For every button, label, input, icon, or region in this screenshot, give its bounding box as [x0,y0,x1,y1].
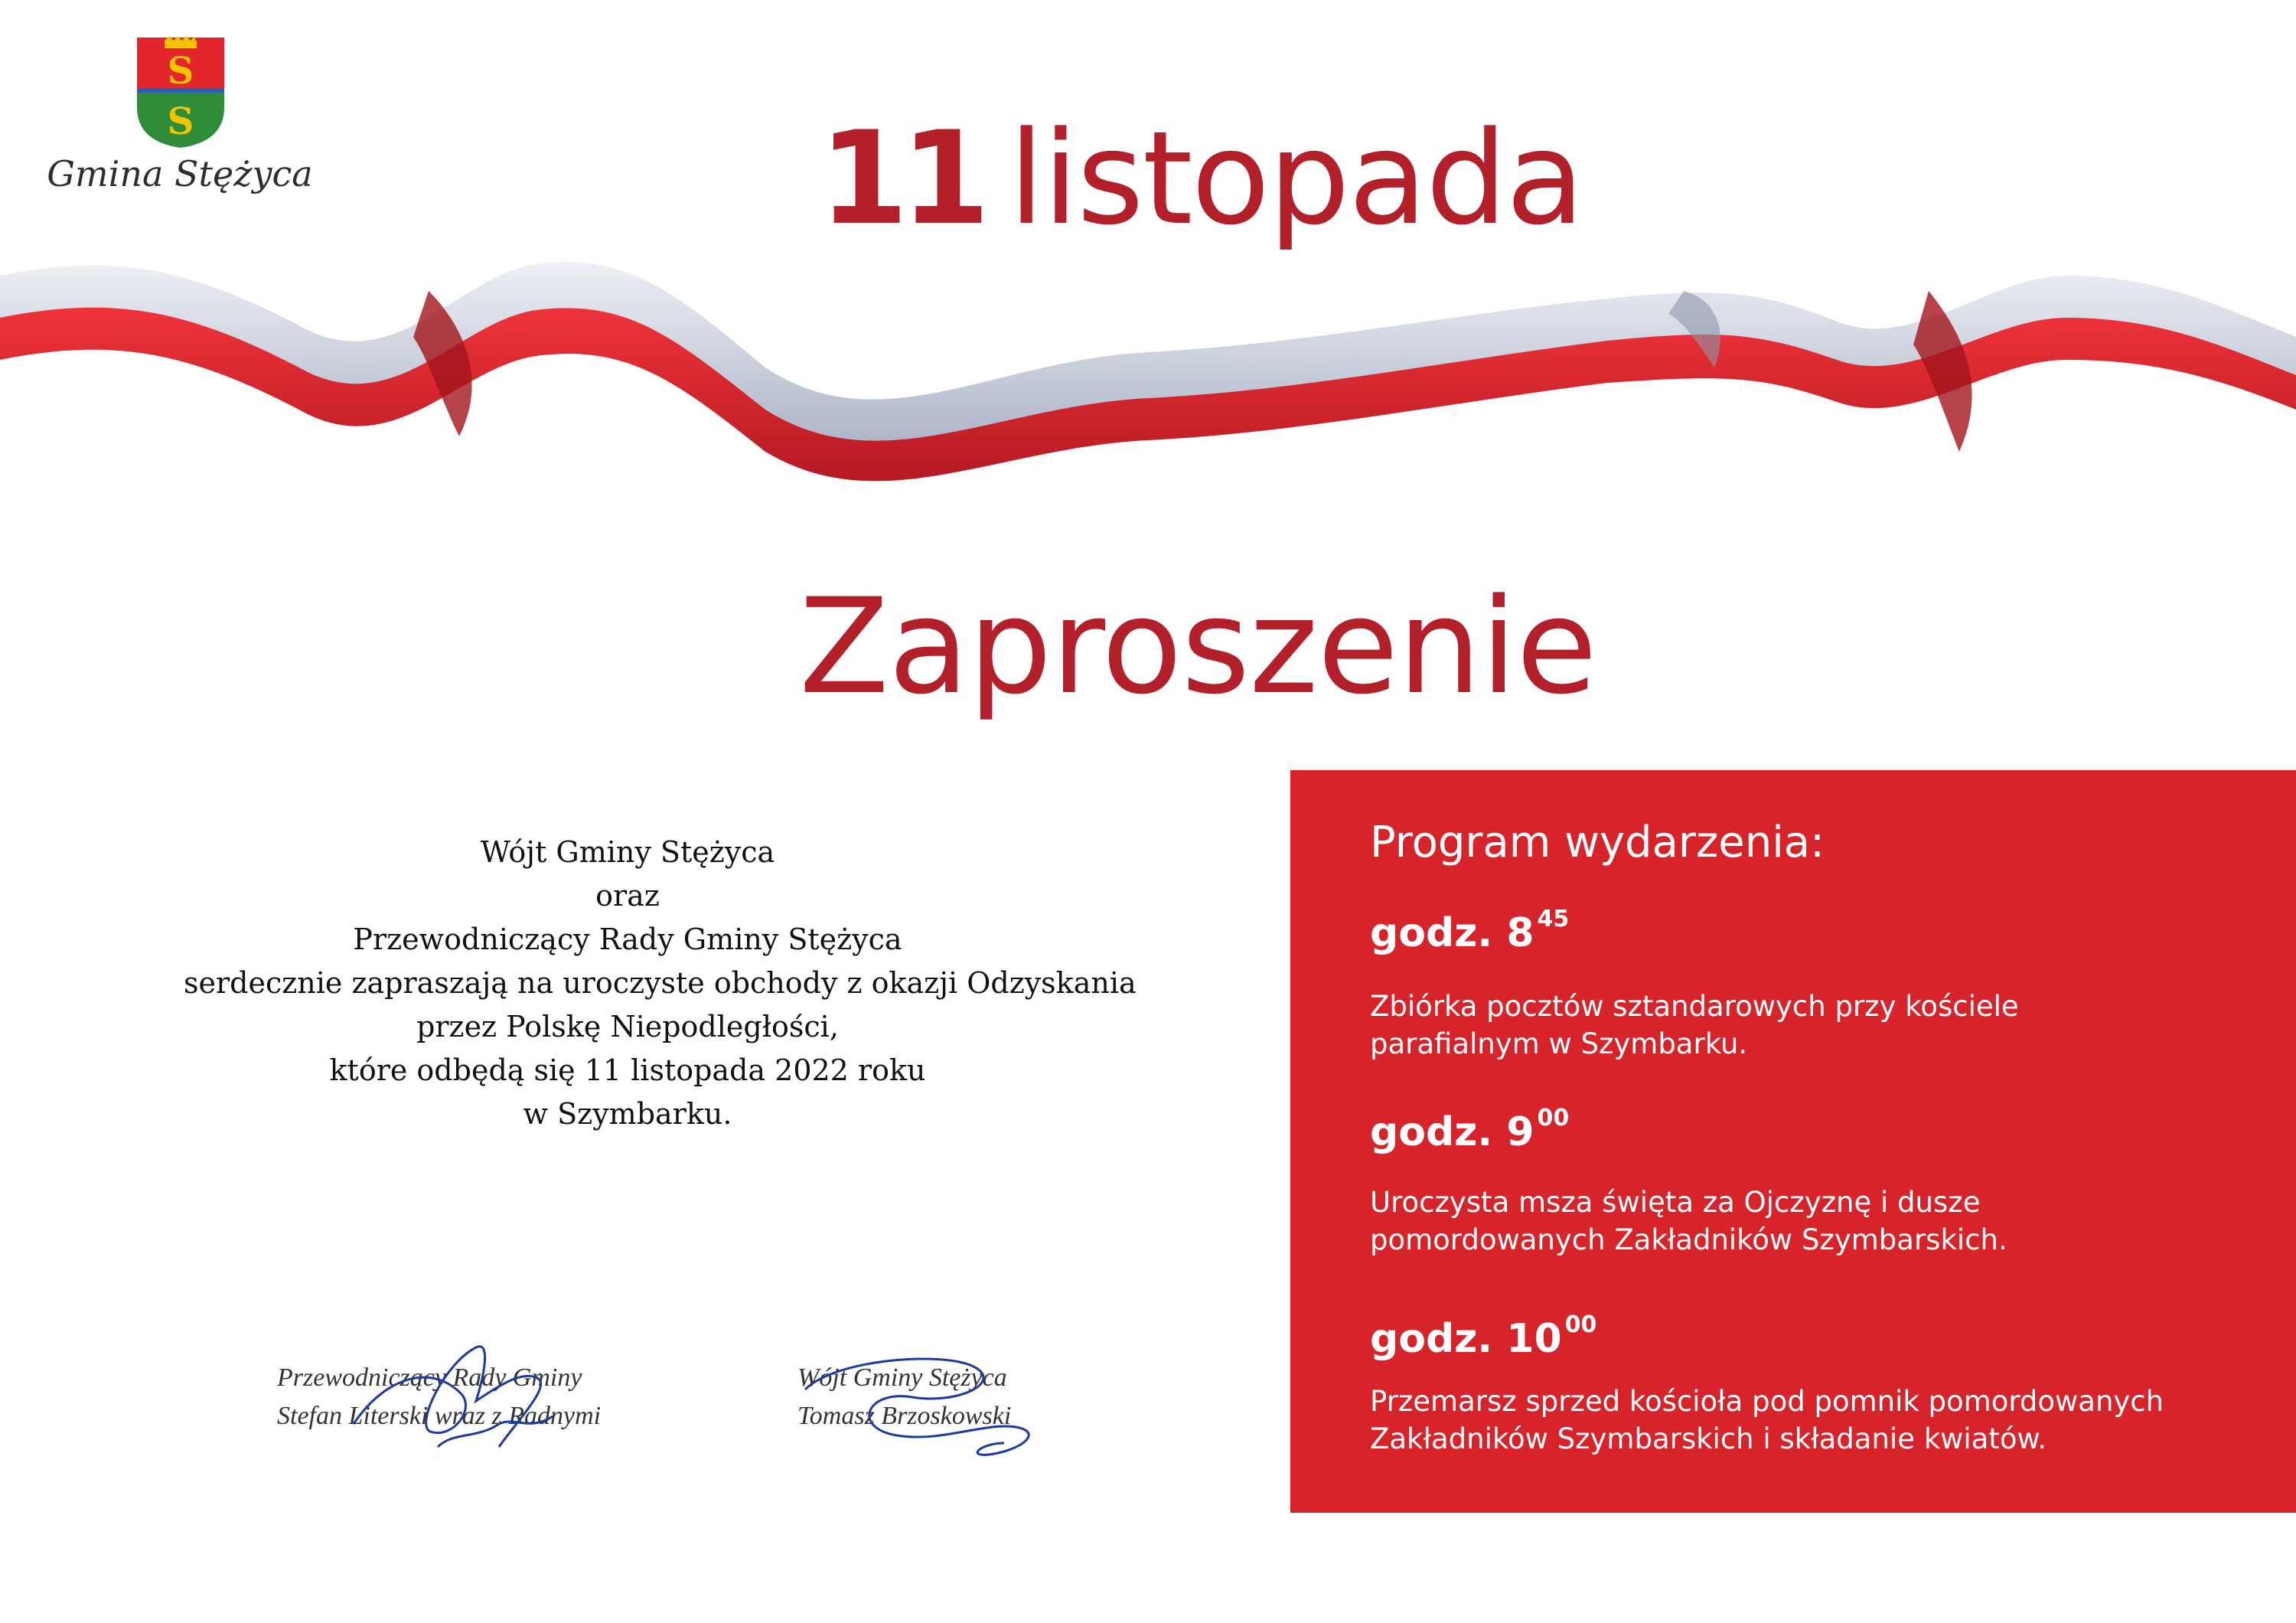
title-month: listopada [1008,103,1583,253]
time-prefix: godz. [1370,910,1493,956]
description-line: parafialnym w Szymbarku. [1370,1027,1748,1060]
time-minutes: 00 [1537,1105,1570,1132]
municipality-logo [42,31,318,214]
program-time [1370,893,1569,960]
description-line: Uroczysta msza święta za Ojczyznę i dusze [1370,1186,1981,1219]
program-description [1370,988,2273,1063]
time-prefix: godz. [1370,1109,1493,1155]
signature-mayor [797,1359,1119,1435]
invitation-line: w Szymbarku. [523,1097,732,1131]
program-description [1370,1383,2273,1458]
time-hour: 8 [1506,910,1534,956]
invitation-line: Wójt Gminy Stężyca [480,835,775,869]
time-hour: 10 [1506,1316,1562,1362]
time-hour: 9 [1506,1109,1534,1155]
invitation-line: oraz [595,879,660,913]
program-description [1370,1184,2273,1259]
flag-ribbon-graphic [0,245,2296,521]
municipality-name: Gmina Stężyca [47,153,313,194]
signature-name: Tomasz Brzoskowski [797,1402,1012,1430]
invitation-heading: Zaproszenie [799,570,1596,723]
description-line: pomordowanych Zakładników Szymbarskich. [1370,1223,2007,1256]
event-program-panel [1290,770,2296,1513]
title-day: 11 [819,103,983,253]
time-minutes: 45 [1537,906,1570,932]
coat-of-arms-icon [134,34,227,149]
time-minutes: 00 [1564,1311,1597,1338]
handwritten-signature-icon [790,1344,1065,1466]
program-time [1370,1092,1569,1159]
description-line: Zbiórka pocztów sztandarowych przy kościele [1370,990,2019,1023]
description-line: Zakładników Szymbarskich i składanie kwiatów. [1370,1422,2047,1455]
crest-letter-bottom: S [167,100,194,143]
invitation-line: przez Polskę Niepodległości, [416,1010,839,1043]
program-time [1370,1298,1596,1366]
description-line: Przemarsz sprzed kościoła pod pomnik pomordowanych [1370,1385,2164,1418]
signature-title: Wójt Gminy Stężyca [797,1363,1007,1392]
invitation-line: które odbędą się 11 listopada 2022 roku [329,1053,926,1087]
signature-title: Przewodniczący Rady Gminy [277,1363,582,1392]
crest-letter-top: S [167,50,194,93]
invitation-line: serdecznie zapraszają na uroczyste obchody z okazji Odzyskania [184,966,1137,1000]
signature-name: Stefan Literski wraz z Radnymi [277,1402,602,1430]
time-prefix: godz. [1370,1316,1493,1362]
invitation-text [184,831,1137,1136]
date-title [819,103,1584,253]
invitation-line: Przewodniczący Rady Gminy Stężyca [353,923,902,956]
signature-council-chair [277,1359,675,1435]
handwritten-signature-icon [323,1332,583,1462]
program-title: Program wydarzenia: [1370,818,1825,867]
